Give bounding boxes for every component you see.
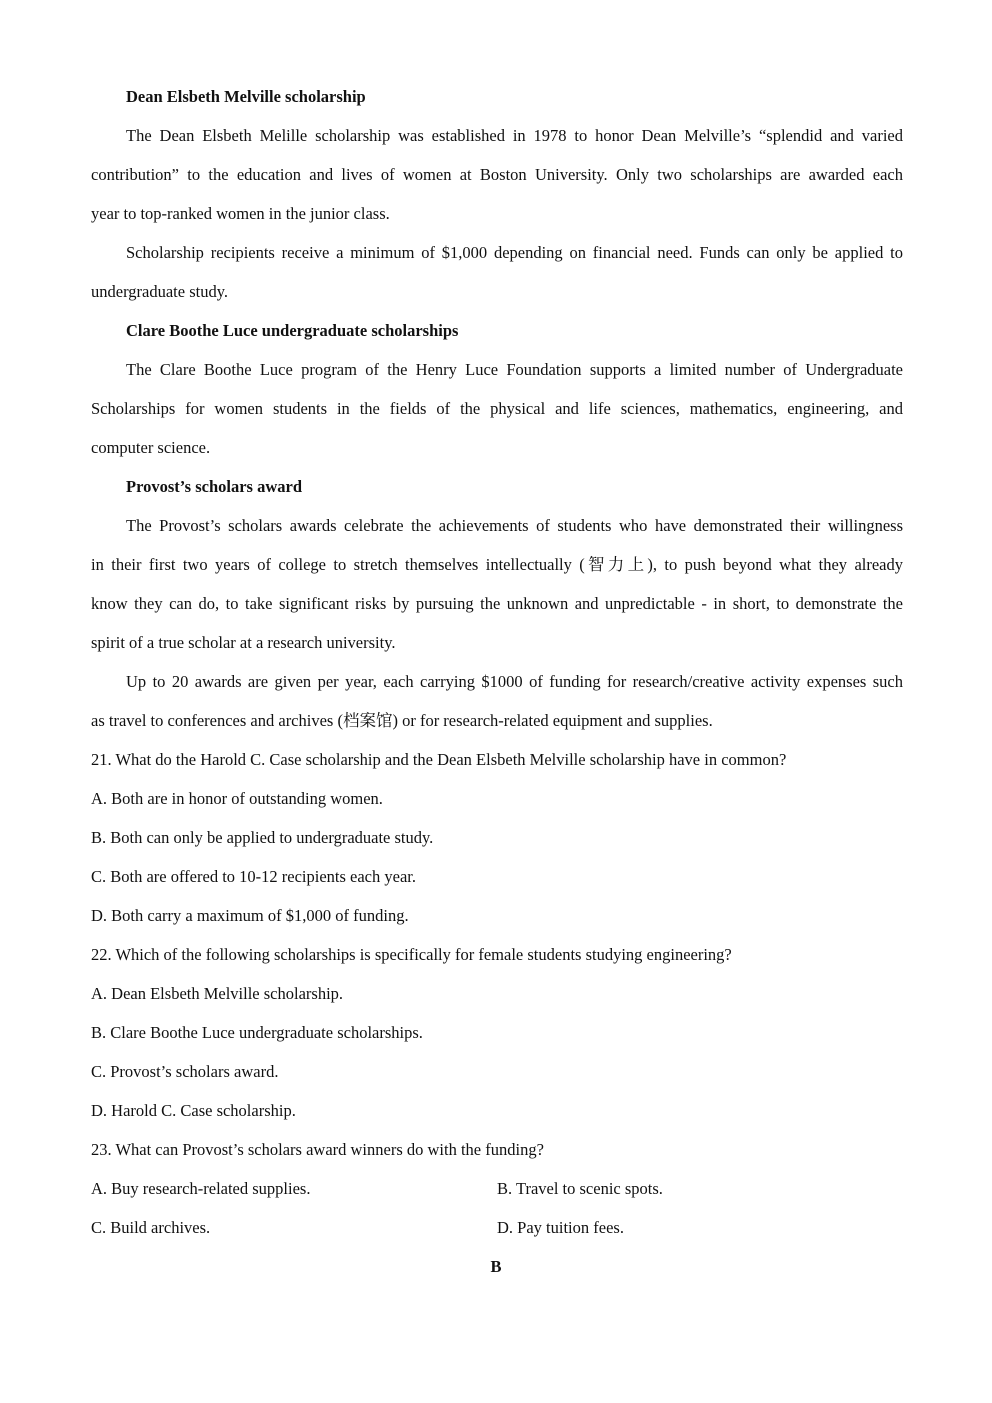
section-heading-melville: Dean Elsbeth Melville scholarship: [126, 87, 366, 106]
paragraph-line: year to top-ranked women in the junior class.: [91, 204, 390, 223]
paragraph-line: spirit of a true scholar at a research university.: [91, 633, 396, 652]
paragraph-line: undergraduate study.: [91, 282, 229, 301]
question-stem-22: 22. Which of the following scholarships is specifically for female students studying engineering?: [91, 945, 732, 964]
paragraph-line: Scholarships for women students in the fields of the physical and life sciences, mathematics, engineering, and: [91, 399, 903, 418]
section-heading-provost: Provost’s scholars award: [126, 477, 302, 496]
question-option: C. Provost’s scholars award.: [91, 1062, 279, 1081]
question-stem-21: 21. What do the Harold C. Case scholarship and the Dean Elsbeth Melville scholarship have in common?: [91, 750, 787, 769]
paragraph-line: The Clare Boothe Luce program of the Henry Luce Foundation supports a limited number of Undergraduate: [126, 360, 903, 379]
question-option: A. Buy research-related supplies.: [91, 1179, 311, 1198]
paragraph-line: The Provost’s scholars awards celebrate the achievements of students who have demonstrated their willingness: [126, 516, 903, 535]
question-option: B. Both can only be applied to undergraduate study.: [91, 828, 434, 847]
section-heading-luce: Clare Boothe Luce undergraduate scholarships: [126, 321, 459, 340]
question-option: C. Both are offered to 10-12 recipients each year.: [91, 867, 416, 886]
question-option: D. Pay tuition fees.: [497, 1218, 624, 1237]
paragraph-line: know they can do, to take significant risks by pursuing the unknown and unpredictable - in short, to demonstrate the: [91, 594, 903, 613]
section-label-b: B: [490, 1257, 502, 1276]
paragraph-line: as travel to conferences and archives (档案馆) or for research-related equipment and supplies.: [91, 711, 713, 730]
question-option: D. Harold C. Case scholarship.: [91, 1101, 296, 1120]
paragraph-line: contribution” to the education and lives of women at Boston University. Only two scholarships are awarded each: [91, 165, 903, 184]
paragraph-line: Up to 20 awards are given per year, each carrying $1000 of funding for research/creative activity expenses such: [126, 672, 903, 691]
question-option: A. Both are in honor of outstanding women.: [91, 789, 383, 808]
question-option: B. Travel to scenic spots.: [497, 1179, 663, 1198]
question-option: A. Dean Elsbeth Melville scholarship.: [91, 984, 344, 1003]
question-option: B. Clare Boothe Luce undergraduate scholarships.: [91, 1023, 423, 1042]
question-option: C. Build archives.: [91, 1218, 211, 1237]
question-option: D. Both carry a maximum of $1,000 of funding.: [91, 906, 409, 925]
paragraph-line: The Dean Elsbeth Melille scholarship was established in 1978 to honor Dean Melville’s “splendid and varied: [126, 126, 903, 145]
paragraph-line: computer science.: [91, 438, 211, 457]
paragraph-line: in their first two years of college to stretch themselves intellectually (智力上), to push beyond what they already: [91, 555, 903, 574]
question-stem-23: 23. What can Provost’s scholars award winners do with the funding?: [91, 1140, 544, 1159]
paragraph-line: Scholarship recipients receive a minimum of $1,000 depending on financial need. Funds can only be applied to: [126, 243, 903, 262]
